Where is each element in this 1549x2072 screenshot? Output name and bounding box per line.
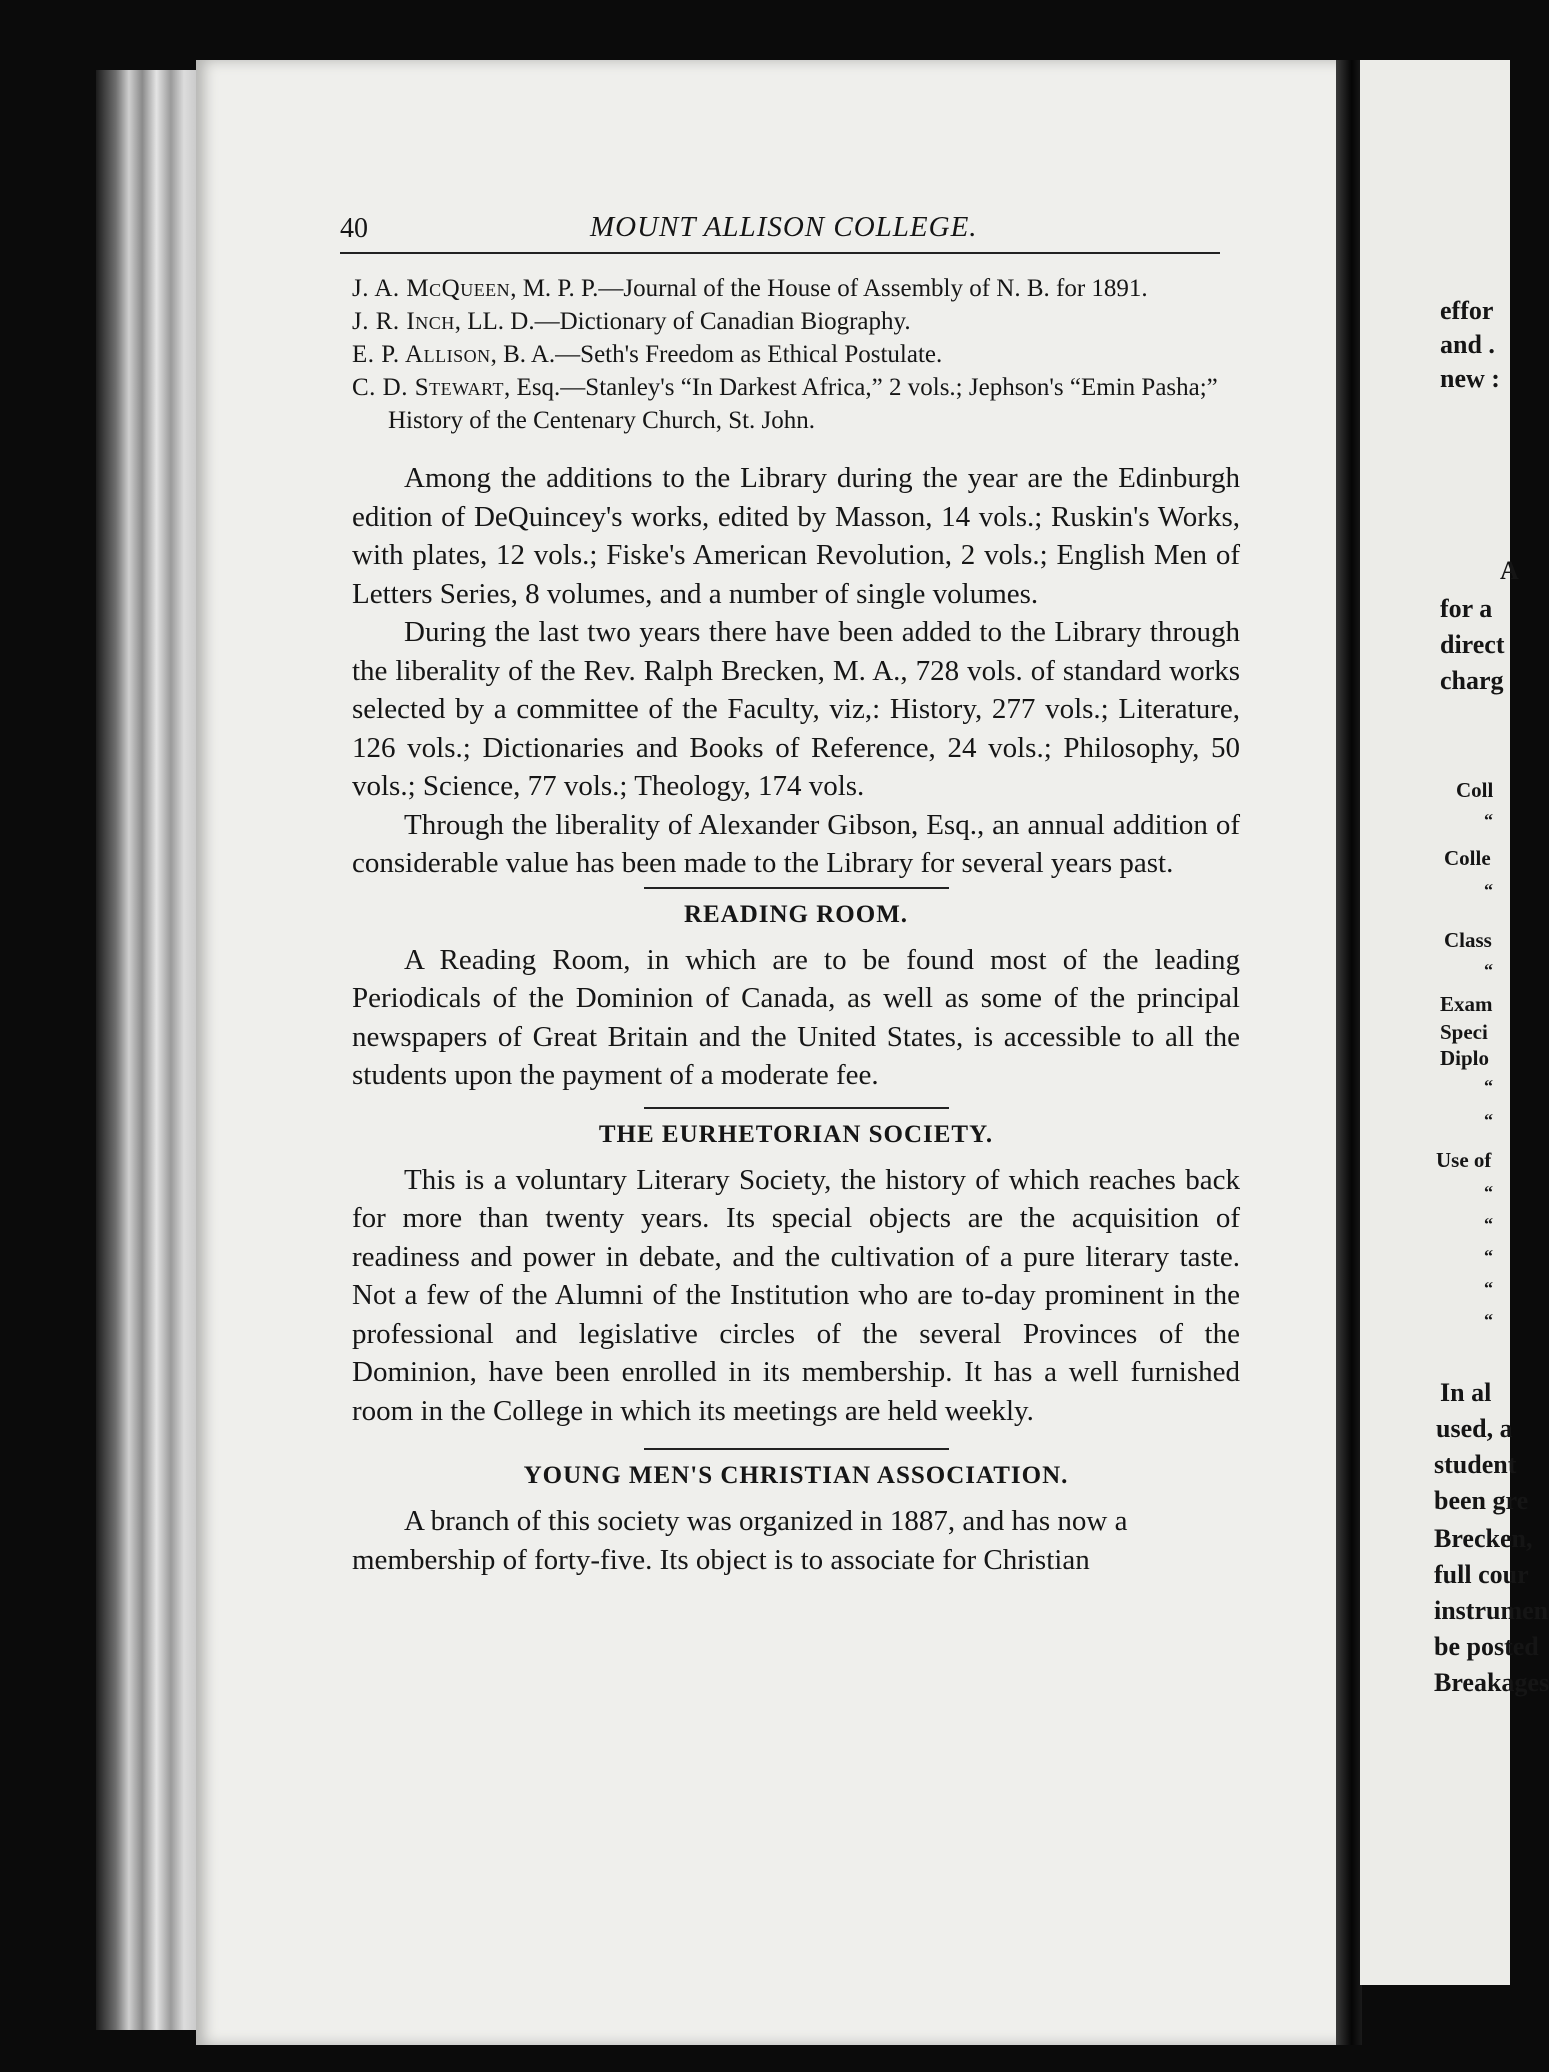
fragment: effor [1440,296,1494,325]
fragment: Class [1444,928,1492,952]
donation-entry [352,272,1240,305]
donor-name: J. R. Inch [352,308,455,335]
library-paragraph: Among the additions to the Library during the year are the Edinburgh edition of DeQuincey's works, edited by Masson, 14 vols.; Ruskin's Works, with plates, 12 vols.; Fiske's American Revolution, 2 vols.; English Men of Letters Series, 8 volumes, and a number of single volumes. [352,462,1240,610]
page-header [340,205,1220,255]
header-rule [340,252,1220,254]
fragment: for a [1440,594,1493,623]
book-spine-edge [96,70,206,2030]
fragment: “ [1484,880,1493,900]
fragment: charg [1440,666,1504,695]
page-body [352,272,1240,1579]
donation-text: , LL. D.—Dictionary of Canadian Biography. [454,308,911,335]
fragment: Brecken, [1434,1524,1533,1553]
fragment: and . [1440,330,1495,359]
fragment: direct [1440,630,1505,659]
ymca-heading: YOUNG MEN'S CHRISTIAN ASSOCIATION. [523,1462,1069,1489]
donor-name: E. P. Allison [352,341,491,368]
reading-room-paragraph: A Reading Room, in which are to be found most of the leading Periodicals of the Dominion of Canada, as well as some of the principal newspapers of Great Britain and the United States, is accessible to all the students upon the payment of a moderate fee. [352,943,1240,1091]
library-paragraph: During the last two years there have been added to the Library through the liberality of the Rev. Ralph Brecken, M. A., 728 vols. of standard works selected by a committee of the Faculty, viz,: History, 277 vols.; Literature, 126 vols.; Dictionaries and Books of Reference, 24 vols.; Philosophy, 50 vols.; Science, 77 vols.; Theology, 174 vols. [352,616,1240,802]
fragment: Use of [1436,1148,1492,1172]
fragment: A [1500,556,1519,585]
library-paragraph: Through the liberality of Alexander Gibson, Esq., an annual addition of considerable value has been made to the Library for several years past. [352,808,1240,879]
donation-text: , B. A.—Seth's Freedom as Ethical Postulate. [490,341,943,368]
fragment: “ [1484,960,1493,980]
book-gutter [1336,60,1362,2045]
fragment: “ [1484,1182,1493,1202]
fragment: Colle [1444,846,1491,870]
donation-entry [352,305,1240,338]
fragment: “ [1484,1246,1493,1266]
fragment: In al [1440,1378,1492,1407]
donation-text: , Esq.—Stanley's “In Darkest Africa,” 2 vols.; Jephson's “Emin Pasha;” History of the Centenary Church, St. John. [388,374,1218,434]
eurhetorian-heading: THE EURHETORIAN SOCIETY. [598,1120,994,1148]
fragment: “ [1484,1278,1493,1298]
fragment: been gre [1434,1486,1529,1515]
ymca-paragraph: A branch of this society was organized in 1887, and has now a membership of forty-five. Its object is to associate for Christian [352,1505,1128,1576]
fragment: instrumen [1434,1596,1549,1625]
fragment: student [1434,1450,1517,1479]
fragment: Breakages [1434,1668,1549,1697]
fragment: Diplo [1440,1046,1490,1070]
donation-entry [352,338,1240,371]
eurhetorian-paragraph: This is a voluntary Literary Society, the history of which reaches back for more than twenty years. Its special objects are the acquisition of readiness and power in debate, and the cultivation of a pure literary taste. Not a few of the Alumni of the Institution who are to-day prominent in the professional and legislative circles of the several Provinces of the Dominion, have been enrolled in its membership. It has a well furnished room in the College in which its meetings are held weekly. [352,1163,1240,1427]
page-number: 40 [340,213,368,244]
fragment: be posted [1434,1632,1539,1661]
fragment: new : [1440,364,1500,393]
reading-room-heading: READING ROOM. [683,900,909,928]
running-title: MOUNT ALLISON COLLEGE. [590,211,978,243]
fragment: full cour [1434,1560,1529,1589]
fragment: Coll [1456,778,1494,802]
fragment: used, a [1436,1414,1513,1443]
donation-text: , M. P. P.—Journal of the House of Assembly of N. B. for 1891. [510,275,1148,302]
section-divider [644,887,949,889]
fragment: Speci [1440,1020,1488,1044]
fragment: “ [1484,1310,1493,1330]
fragment: “ [1484,1110,1493,1130]
fragment: “ [1484,810,1493,830]
donation-entry [352,371,1240,437]
fragment: “ [1484,1214,1493,1234]
donor-name: J. A. McQueen [352,275,511,302]
fragment: Exam [1440,992,1493,1016]
fragment: “ [1484,1076,1493,1096]
section-divider [644,1107,949,1109]
donor-name: C. D. Stewart [352,374,505,401]
section-divider [644,1448,949,1450]
